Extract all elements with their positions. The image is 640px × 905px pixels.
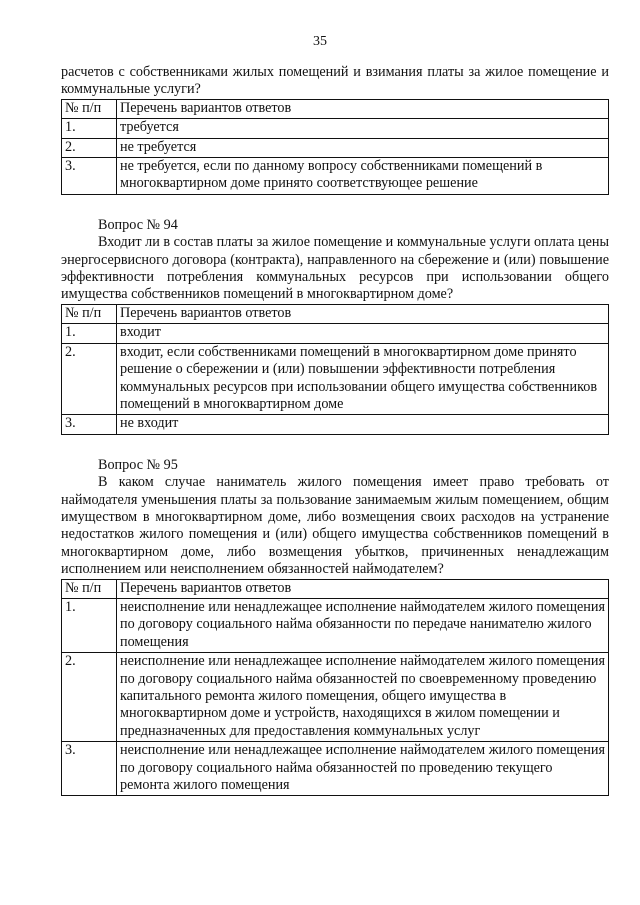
row-text: не требуется, если по данному вопросу собственниками помещений в многоквартирном доме принято соответствующее решение	[117, 158, 609, 195]
header-answers: Перечень вариантов ответов	[117, 99, 609, 118]
question-95-text: В каком случае наниматель жилого помещения имеет право требовать от наймодателя уменьшения платы за пользование занимаемым жилым помещением, общим имуществом в многоквартирном доме, либо возмещения своих расходов на устранение недостатков жилого помещения и (или) общего имущества собственников помещений в многоквартирном доме, либо возмещения убытков, причиненных ненадлежащим исполнением или неисполнением обязанностей наймодателем?	[61, 474, 609, 578]
row-text: требуется	[117, 119, 609, 138]
table-header-row	[62, 579, 609, 598]
page-number: 35	[313, 34, 327, 49]
row-text: входит	[117, 324, 609, 343]
table-row	[62, 119, 609, 138]
row-num: 1.	[62, 324, 117, 343]
row-text: входит, если собственниками помещений в многоквартирном доме принято решение о сбережении и (или) повышении эффективности потребления коммунальных ресурсов при использовании общего имущества собственников помещений в многоквартирном доме	[117, 343, 609, 415]
table-row	[62, 138, 609, 157]
table-row	[62, 343, 609, 415]
row-num: 3.	[62, 742, 117, 796]
question-95-title: Вопрос № 95	[98, 456, 178, 473]
table-row	[62, 158, 609, 195]
header-num: № п/п	[62, 99, 117, 118]
table-row	[62, 742, 609, 796]
row-num: 1.	[62, 119, 117, 138]
row-text: не входит	[117, 415, 609, 434]
header-num: № п/п	[62, 304, 117, 323]
row-text: не требуется	[117, 138, 609, 157]
header-answers: Перечень вариантов ответов	[117, 579, 609, 598]
intro-text: расчетов с собственниками жилых помещений и взимания платы за жилое помещение и коммунальные услуги?	[61, 64, 609, 98]
table-row	[62, 598, 609, 652]
answers-table-94	[61, 304, 609, 435]
table-row	[62, 653, 609, 742]
row-num: 3.	[62, 415, 117, 434]
table-row	[62, 415, 609, 434]
row-text: неисполнение или ненадлежащее исполнение наймодателем жилого помещения по договору социального найма обязанностей по своевременному проведению капитального ремонта жилого помещения, общего имущества в многоквартирном доме и устройств, находящихся в жилом помещении и предназначенных для предоставления коммунальных услуг	[117, 653, 609, 742]
header-answers: Перечень вариантов ответов	[117, 304, 609, 323]
question-94-text: Входит ли в состав платы за жилое помещение и коммунальные услуги оплата цены энергосервисного договора (контракта), направленного на сбережение и (или) повышение эффективности потребления коммунальных ресурсов при использовании общего имущества собственников помещений в многоквартирном доме?	[61, 234, 609, 303]
row-num: 2.	[62, 343, 117, 415]
answers-table-93	[61, 99, 609, 195]
row-num: 3.	[62, 158, 117, 195]
table-header-row	[62, 99, 609, 118]
header-num: № п/п	[62, 579, 117, 598]
row-text: неисполнение или ненадлежащее исполнение наймодателем жилого помещения по договору социального найма обязанности по передаче нанимателю жилого помещения	[117, 598, 609, 652]
question-94-title: Вопрос № 94	[98, 216, 178, 233]
page-content	[61, 64, 609, 796]
row-num: 2.	[62, 138, 117, 157]
table-row	[62, 324, 609, 343]
table-header-row	[62, 304, 609, 323]
row-text: неисполнение или ненадлежащее исполнение наймодателем жилого помещения по договору социального найма обязанностей по проведению текущего ремонта жилого помещения	[117, 742, 609, 796]
answers-table-95	[61, 579, 609, 797]
row-num: 1.	[62, 598, 117, 652]
row-num: 2.	[62, 653, 117, 742]
